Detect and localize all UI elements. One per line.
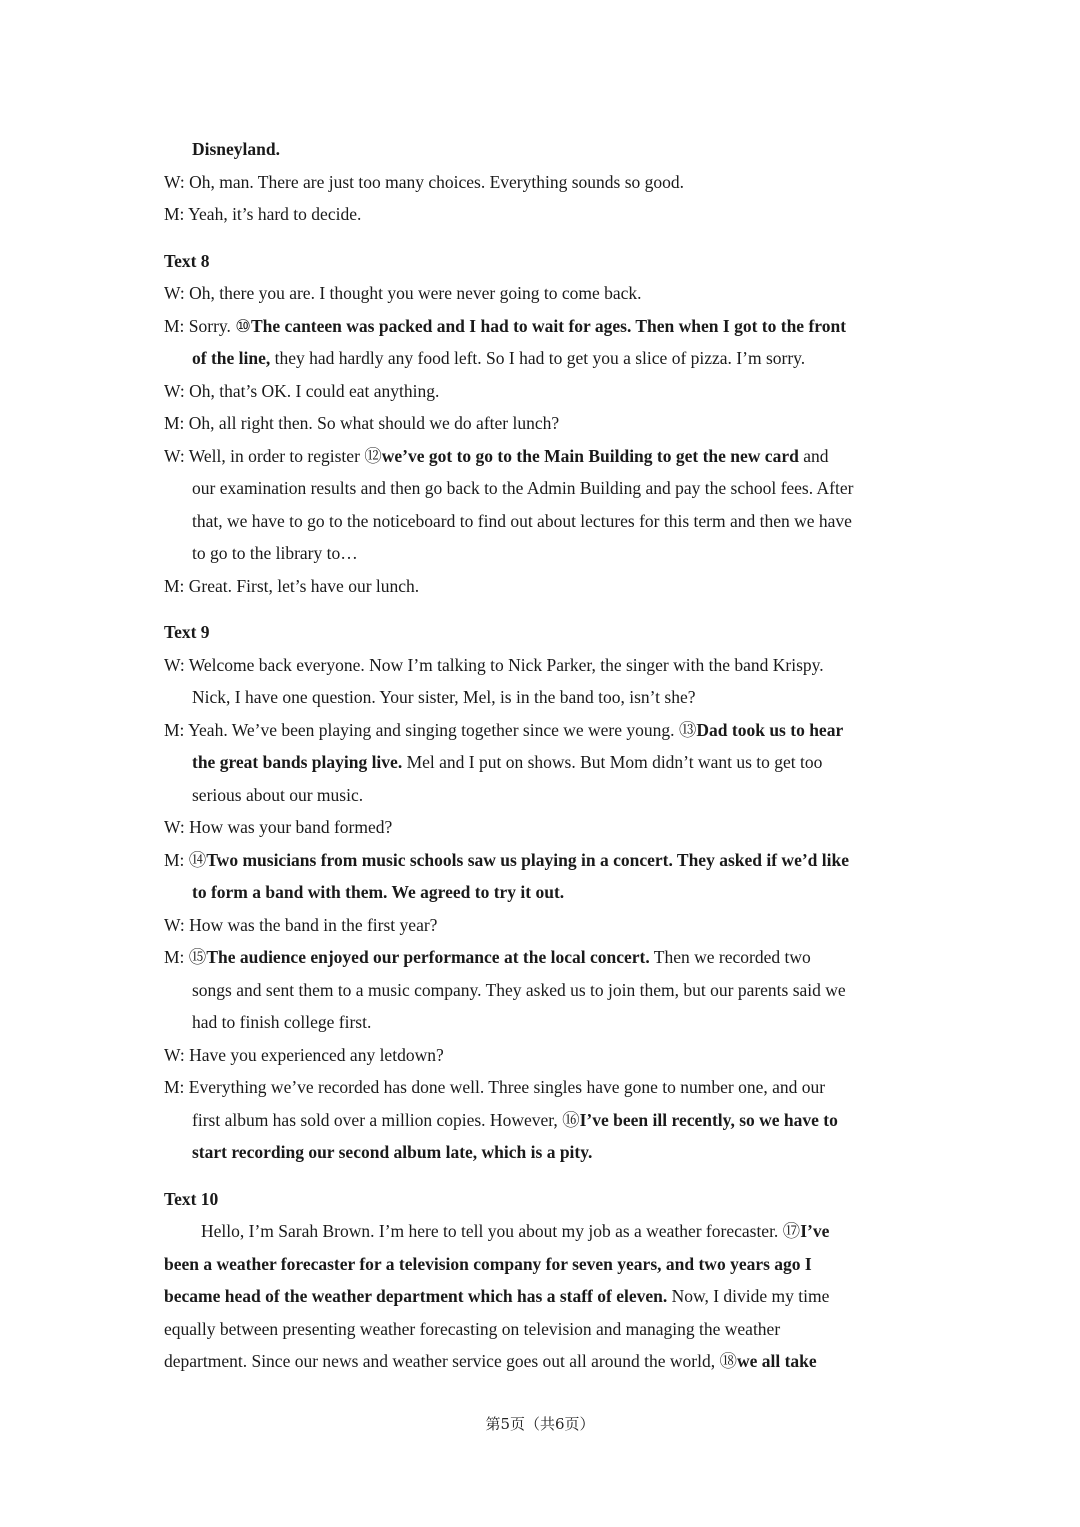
dialogue-line: M: Great. First, let’s have our lunch. [164, 575, 420, 596]
paragraph-line: became head of the weather department which has a staff of eleven. Now, I divide my time [164, 1286, 830, 1306]
dialogue-line: W: Welcome back everyone. Now I’m talking to Nick Parker, the singer with the band Krispy. [164, 654, 824, 675]
dialogue-line: W: How was the band in the first year? [164, 914, 438, 935]
dialogue-continuation: of the line, they had hardly any food left. So I had to get you a slice of pizza. I’m sorry. [192, 348, 806, 368]
dialogue-line: W: Oh, there you are. I thought you were never going to come back. [164, 283, 642, 303]
text10-heading: Text 10 [164, 1188, 219, 1209]
dialogue-continuation: Nick, I have one question. Your sister, Mel, is in the band too, isn’t she? [192, 687, 696, 707]
dialogue-line: M: Oh, all right then. So what should we do after lunch? [164, 413, 560, 433]
dialogue-continuation: start recording our second album late, which is a pity. [192, 1142, 593, 1162]
document-body [164, 133, 916, 1378]
dialogue-line: W: Well, in order to register ⑫we’ve got to go to the Main Building to get the new card and [164, 445, 829, 466]
dialogue-continuation: first album has sold over a million copies. However, ⑯I’ve been ill recently, so we have to [192, 1109, 838, 1130]
dialogue-continuation: our examination results and then go back to the Admin Building and pay the school fees. After [192, 478, 854, 498]
dialogue-line: W: How was your band formed? [164, 817, 393, 837]
dialogue-continuation: the great bands playing live. Mel and I put on shows. But Mom didn’t want us to get too [192, 752, 823, 772]
text8-heading: Text 8 [164, 250, 210, 271]
dialogue-continuation: that, we have to go to the noticeboard to find out about lectures for this term and then we have [192, 510, 852, 531]
dialogue-continuation: to go to the library to… [192, 543, 358, 563]
paragraph-line: equally between presenting weather forecasting on television and managing the weather [164, 1318, 781, 1339]
dialogue-continuation: songs and sent them to a music company. They asked us to join them, but our parents said we [192, 979, 846, 1000]
paragraph-line: been a weather forecaster for a television company for seven years, and two years ago I [164, 1253, 812, 1274]
dialogue-line: W: Have you experienced any letdown? [164, 1044, 444, 1065]
paragraph-line: Hello, I’m Sarah Brown. I’m here to tell you about my job as a weather forecaster. ⑰I’ve [201, 1221, 830, 1241]
dialogue-line: M: Everything we’ve recorded has done well. Three singles have gone to number one, and our [164, 1077, 826, 1097]
dialogue-line: M: ⑭Two musicians from music schools saw us playing in a concert. They asked if we’d like [164, 849, 850, 870]
page-number: 第5页（共6页） [485, 1415, 595, 1433]
dialogue-line: W: Oh, that’s OK. I could eat anything. [164, 380, 440, 401]
text7-tail: Disneyland. [192, 139, 281, 159]
dialogue-continuation: had to finish college first. [192, 1012, 372, 1032]
dialogue-line: M: ⑮The audience enjoyed our performance at the local concert. Then we recorded two [164, 947, 811, 967]
dialogue-line: M: Yeah, it’s hard to decide. [164, 204, 362, 224]
text9-heading: Text 9 [164, 622, 210, 642]
dialogue-line: M: Sorry. ⑩The canteen was packed and I had to wait for ages. Then when I got to the front [164, 315, 847, 336]
dialogue-continuation: serious about our music. [192, 784, 364, 805]
dialogue-line: W: Oh, man. There are just too many choices. Everything sounds so good. [164, 171, 685, 192]
dialogue-line: M: Yeah. We’ve been playing and singing together since we were young. ⑬Dad took us to hear [164, 719, 844, 740]
paragraph-line: department. Since our news and weather service goes out all around the world, ⑱we all take [164, 1351, 817, 1371]
dialogue-continuation: to form a band with them. We agreed to try it out. [192, 882, 565, 902]
